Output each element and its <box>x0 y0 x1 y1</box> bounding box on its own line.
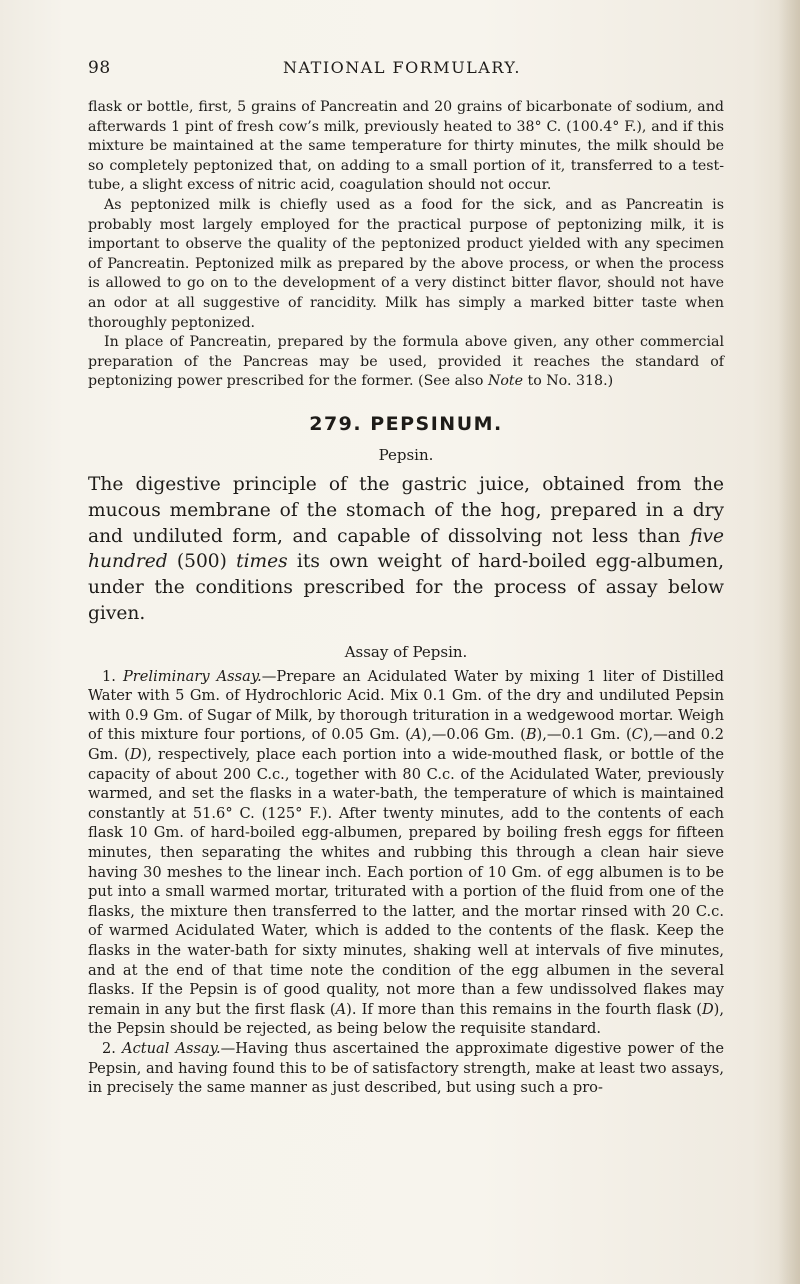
note-reference: Note <box>487 373 523 390</box>
emphasis: five hundred <box>88 525 724 573</box>
section-subheading: Pepsin. <box>378 445 434 464</box>
text-fragment: —Prepare an Acidulated Water by mixing 1 liter of Distilled Water with 5 Gm. of Hydrochloric Acid. Mix 0.1 Gm. of the dry and undiluted Pepsin with 0.9 Gm. of Sugar of Milk, by thorough trituration in a wedgewood mortar. Weigh of this mixture four portions, of 0.05 Gm. ( <box>88 667 724 744</box>
text-fragment: (500) <box>167 551 237 573</box>
flask-label: A <box>335 1000 347 1018</box>
text-fragment: ),—0.1 Gm. ( <box>536 726 632 744</box>
text-fragment: The digestive principle of the gastric juice, obtained from the mucous membrane of the stomach of the hog, prepared in a dry and undiluted form, and capable of dissolving not less than <box>88 473 724 547</box>
page-body <box>88 98 724 1098</box>
emphasis: times <box>236 551 288 573</box>
paragraph-substitute-preparation <box>88 333 724 392</box>
item-number: 1. <box>102 667 123 685</box>
text-fragment: In place of Pancreatin, prepared by the formula above given, any other commercial preparation of the Pancreas may be used, provided it reaches the standard of peptonizing power prescribed for the former. (See also <box>88 334 724 390</box>
item-number: 2. <box>102 1039 123 1057</box>
item-title: Preliminary Assay. <box>122 667 262 685</box>
text-fragment: its own weight of hard-boiled egg-albumen, under the conditions prescribed for the process of assay below given. <box>88 551 724 624</box>
text-fragment: ). If more than this remains in the fourth flask ( <box>346 1000 702 1018</box>
item-title: Actual Assay. <box>122 1039 221 1057</box>
text-fragment: ),—and 0.2 Gm. ( <box>88 726 724 764</box>
flask-label: C <box>631 726 643 744</box>
paragraph-peptonizing-test: flask or bottle, first, 5 grains of Pancreatin and 20 grains of bicarbonate of sodium, and afterwards 1 pint of fresh cow’s milk, previously heated to 38° C. (100.4° F.), and if this mixture be maintained at the same temperature for thirty minutes, the milk should be so completely peptonized that, on adding to a small portion of it, transferred to a test-tube, a slight excess of nitric acid, coagulation should not occur. <box>88 99 724 194</box>
flask-label: D <box>701 1000 714 1018</box>
text-fragment: —Having thus ascertained the approximate digestive power of the Pepsin, and having found this to be of satisfactory strength, make at least two assays, in precisely the same manner as just described, but using such a pro- <box>88 1039 724 1097</box>
page-header <box>88 58 716 80</box>
running-head: NATIONAL FORMULARY. <box>282 58 521 77</box>
flask-label: D <box>129 746 142 764</box>
assay-heading: Assay of Pepsin. <box>344 642 468 661</box>
paragraph-peptonized-milk: As peptonized milk is chiefly used as a food for the sick, and as Pancreatin is probably most largely employed for the practical purpose of peptonizing milk, it is important to observe the quality of the peptonized product yielded with any specimen of Pancreatin. Peptonized milk as prepared by the above process, or when the process is allowed to go on to the development of a very distinct bitter flavor, should not have an odor at all suggestive of rancidity. Milk has simply a marked bitter taste when thoroughly peptonized. <box>88 196 724 331</box>
pancreatin-continuation <box>88 98 724 392</box>
actual-assay-paragraph <box>88 1039 724 1098</box>
section-heading: 279. PEPSINUM. <box>309 412 503 435</box>
pepsin-definition <box>88 472 724 627</box>
text-fragment: to No. 318.) <box>523 373 614 390</box>
preliminary-assay-paragraph <box>88 667 724 1039</box>
text-fragment: ), respectively, place each portion into a wide-mouthed flask, or bottle of the capacity of about 200 C.c., together with 80 C.c. of the Acidulated Water, previously warmed, and set the flasks in a water-bath, the temperature of which is maintained constantly at 51.6° C. (125° F.). After twenty minutes, add to the contents of each flask 10 Gm. of hard-boiled egg-albumen, prepared by boiling fresh eggs for fifteen minutes, then separating the whites and rubbing this through a clean hair sieve having 30 meshes to the linear inch. Each portion of 10 Gm. of egg albumen is to be put into a small warmed mortar, triturated with a portion of the fluid from one of the flasks, the mixture then transferred to the latter, and the mortar rinsed with 20 C.c. of warmed Acidulated Water, which is added to the contents of the flask. Keep the flasks in the water-bath for sixty minutes, shaking well at intervals of five minutes, and at the end of that time note the condition of the egg albumen in the several flasks. If the Pepsin is of good quality, not more than a few undissolved flakes may remain in any but the first flask ( <box>88 746 725 1018</box>
page-edge-shadow <box>778 0 800 1284</box>
text-fragment: ), the Pepsin should be rejected, as being below the requisite standard. <box>88 1000 724 1038</box>
flask-label: A <box>410 726 422 744</box>
flask-label: B <box>525 726 537 744</box>
assay-text <box>88 667 724 1098</box>
text-fragment: ),—0.06 Gm. ( <box>421 726 526 744</box>
page-number: 98 <box>88 58 111 78</box>
